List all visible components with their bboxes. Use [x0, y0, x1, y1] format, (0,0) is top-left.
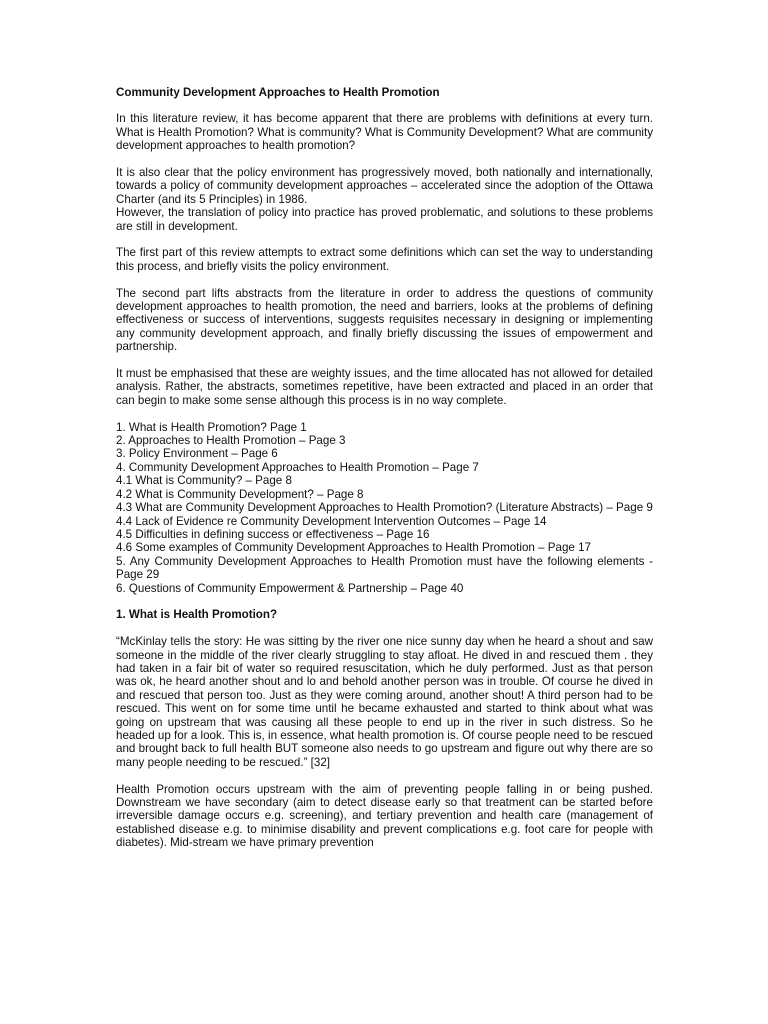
toc-item: 4.3 What are Community Development Approaches to Health Promotion? (Literature Abstracts) – Page 9 — [116, 501, 653, 515]
intro-paragraph: The first part of this review attempts to extract some definitions which can set the way to understanding this process, and briefly visits the policy environment. — [116, 246, 653, 273]
intro-paragraph: It is also clear that the policy environment has progressively moved, both nationally and internationally, towards a policy of community development approaches – accelerated since the adoption of the Ottawa Charter (and its 5 Principles) in 1986. — [116, 166, 653, 206]
intro-paragraph: It must be emphasised that these are weighty issues, and the time allocated has not allowed for detailed analysis. Rather, the abstracts, sometimes repetitive, have been extracted and placed in an order that can begin to make some sense although this process is in no way complete. — [116, 367, 653, 407]
intro-paragraph: The second part lifts abstracts from the literature in order to address the questions of community development approaches to health promotion, the need and barriers, looks at the problems of defining effectiveness or success of interventions, suggests requisites necessary in designing or implementing any community development approach, and finally briefly discussing the issues of empowerment and partnership. — [116, 286, 653, 354]
toc-item: 6. Questions of Community Empowerment & Partnership – Page 40 — [116, 581, 464, 595]
toc-item: 4.4 Lack of Evidence re Community Development Intervention Outcomes – Page 14 — [116, 514, 547, 528]
toc-item: 4.6 Some examples of Community Development Approaches to Health Promotion – Page 17 — [116, 541, 591, 555]
document-title: Community Development Approaches to Health Promotion — [116, 86, 440, 99]
section-heading: 1. What is Health Promotion? — [116, 608, 278, 622]
toc-item: 4.5 Difficulties in defining success or effectiveness – Page 16 — [116, 527, 430, 541]
toc-item: 4.2 What is Community Development? – Page 8 — [116, 487, 364, 501]
toc-item: 1. What is Health Promotion? Page 1 — [116, 420, 307, 434]
toc-item: 2. Approaches to Health Promotion – Page 3 — [116, 434, 346, 448]
toc-item: 4. Community Development Approaches to Health Promotion – Page 7 — [116, 460, 479, 474]
table-of-contents — [116, 421, 653, 595]
toc-item: 4.1 What is Community? – Page 8 — [116, 474, 292, 488]
intro-paragraph: In this literature review, it has become apparent that there are problems with definitions at every turn. What is Health Promotion? What is community? What is Community Development? What are community development approaches to health promotion? — [116, 112, 653, 153]
intro-paragraph: However, the translation of policy into practice has proved problematic, and solutions to these problems are still in development. — [116, 206, 653, 233]
document-page — [116, 86, 653, 863]
body-paragraph: Health Promotion occurs upstream with the aim of preventing people falling in or being pushed. Downstream we have secondary (aim to detect disease early so that treatment can be started before irreversible damage occurs e.g. screening), and tertiary prevention and health care (management of established disease e.g. to minimise disability and prevent complications e.g. foot care for people with diabetes). Mid-stream we have primary prevention — [116, 782, 653, 850]
quote-paragraph: “McKinlay tells the story: He was sitting by the river one nice sunny day when he heard a shout and saw someone in the middle of the river clearly struggling to stay afloat. He dived in and rescued them . they had taken in a fair bit of water so required resuscitation, which he duly performed. Just as that person was ok, he heard another shout and lo and behold another person was in trouble. Of course he dived in and rescued that person too. Just as they were coming around, another shout! A third person had to be rescued. This went on for some time until he became exhausted and started to think about what was going on upstream that was causing all these people to end up in the river in such distress. So he headed up for a look. This is, in essence, what health promotion is. Of course people need to be rescued and brought back to full health BUT someone also needs to go upstream and figure out why there are so many people needing to be rescued.” [32] — [116, 635, 653, 769]
toc-item: 5. Any Community Development Approaches to Health Promotion must have the following elements - Page 29 — [116, 554, 653, 582]
toc-item: 3. Policy Environment – Page 6 — [116, 447, 278, 461]
